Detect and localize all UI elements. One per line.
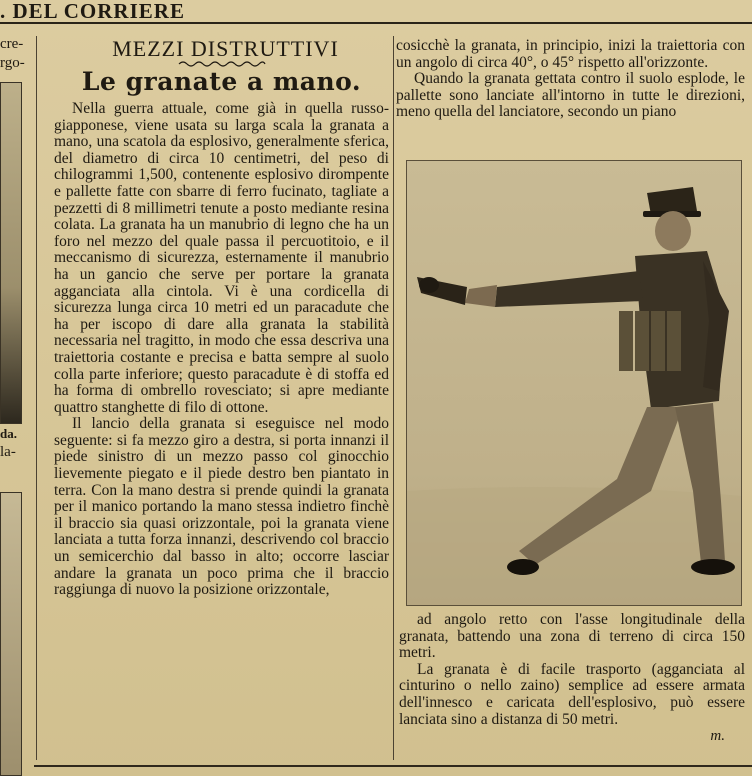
article-column-1 [54, 36, 389, 599]
left-photo-fragment [0, 492, 22, 776]
soldier-photo [406, 160, 742, 606]
column-rule [393, 36, 394, 760]
masthead-title: . DEL CORRIERE [0, 0, 185, 23]
left-photo-fragment [0, 82, 22, 424]
bottom-rule [34, 765, 752, 767]
soldier-throwing-grenade-illustration [407, 161, 741, 605]
article-column-2-top [396, 38, 745, 121]
article-paragraph: Quando la granata gettata contro il suolo esplode, le pallette sono lanciate all'intorno in tutte le direzioni, meno quella del lanciatore, secondo un piano [396, 70, 745, 121]
article-paragraph: ad angolo retto con l'asse longitudinale della granata, battendo una zona di terreno di circa 150 metri. [399, 611, 745, 662]
article-paragraph: Il lancio della granata si eseguisce nel modo seguente: si fa mezzo giro a destra, si porta innanzi il piede sinistro di un mezzo passo col ginocchio lievemente piegato e il piede destro ben piantato in terra. Con la mano destra si prende quindi la granata per il manico portando la mano stessa indietro finchè il braccio sia quasi orizzontale, poi la granata viene lanciata a tutta forza innanzi, descrivendo col braccio un semicerchio dal basso in alto; occorre lasciar andare la granata un poco prima che il braccio raggiunga di nuovo la posizione orizzontale, [54, 415, 389, 599]
article-paragraph: La granata è di facile trasporto (agganciata al cinturino o nello zaino) semplice ad essere armata dell'innesco e caricata dell'esplosivo, può essere lanciata sino a distanza di 50 metri. [399, 660, 745, 728]
column-rule [36, 36, 37, 760]
left-fragment-text: la- [0, 444, 16, 460]
left-column-fragment [0, 24, 34, 776]
left-fragment-text: cre- [0, 36, 24, 52]
article-column-2-bottom [399, 612, 745, 744]
left-fragment-text: da. [0, 426, 17, 441]
masthead [0, 0, 752, 24]
article-body-col1 [54, 101, 389, 599]
article-kicker: MEZZI DISTRUTTIVI [112, 36, 339, 61]
left-fragment-text: rgo- [0, 55, 25, 71]
article-paragraph: cosicchè la granata, in principio, inizi la traiettoria con un angolo di circa 40°, o 45° rispetto all'orizzonte. [396, 37, 745, 71]
article-paragraph: Nella guerra attuale, come già in quella russo-giapponese, viene usata su larga scala la granata a mano, una scatola da esplosivo, generalmente sferica, del diametro di circa 10 centimetri, del peso di chilogrammi 1,500, contenente esplosivo dirompente e pallette fatte con sbarre di ferro fucinato, tagliate a pezzetti di 8 millimetri tenute a posto mediante resina colata. La granata ha un manubrio di legno che ha un foro nel mezzo del quale passa il percuotitoio, e il meccanismo di sicurezza, esternamente il manubrio ha un gancio che serve per portare la granata agganciata alla cintola. Vi è una cordicella di sicurezza lunga circa 10 metri ed un paracadute che ha per iscopo di dare alla granata la stabilità necessaria nel tragitto, in modo che essa descriva una traiettoria costante e precisa e batta sempre al suolo colla parte inferiore; questo paracadute è di stoffa ed ha forma di ombrello rovesciato; si apre mediante quattro stanghette di filo di ottone. [54, 100, 389, 416]
article-signature: m. [710, 728, 725, 745]
article-headline: Le granate a mano. [81, 67, 362, 96]
